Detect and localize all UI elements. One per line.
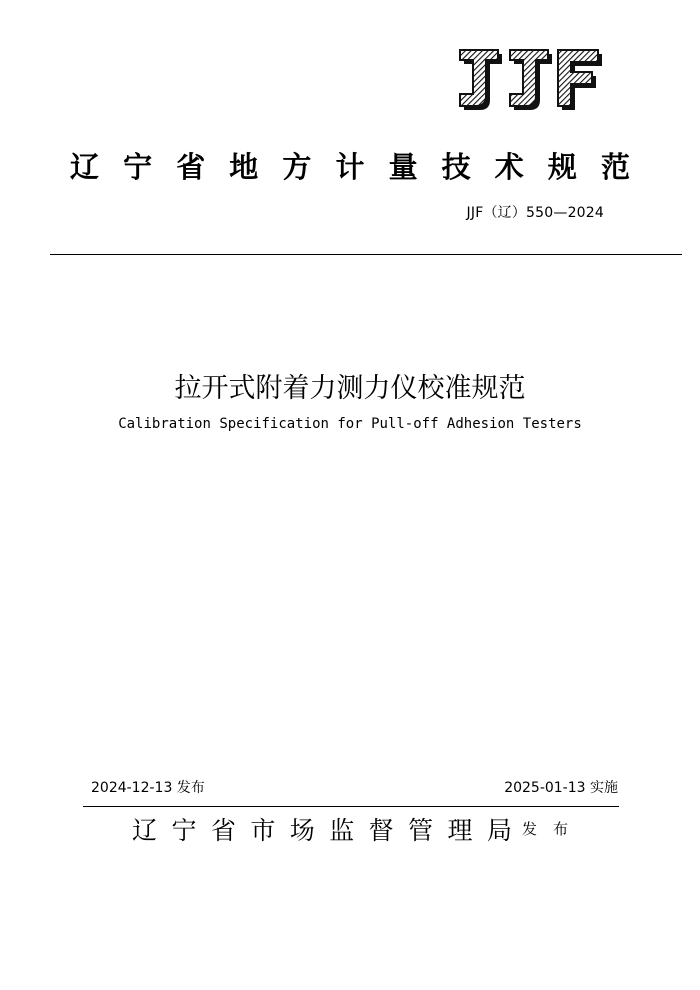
title-char: 技 (441, 149, 471, 184)
standard-number: JJF（辽）550—2024 (466, 205, 604, 221)
title-char: 宁 (123, 149, 153, 184)
document-title-zh: 拉开式附着力测力仪校准规范 (174, 373, 526, 404)
publish-label (522, 822, 568, 837)
title-char: 省 (176, 149, 206, 184)
title-char: 范 (600, 149, 630, 184)
title-char: 管 (408, 815, 434, 845)
title-char: 计 (335, 149, 365, 184)
title-char: 量 (388, 149, 418, 184)
jjf-logo (456, 48, 604, 112)
title-char: 规 (547, 149, 577, 184)
publisher-name (132, 812, 512, 848)
title-char: 局 (486, 815, 512, 845)
bottom-divider (83, 806, 619, 807)
header-title (70, 142, 630, 192)
title-char: 市 (250, 815, 276, 845)
title-char: 辽 (70, 149, 100, 184)
title-char: 术 (494, 149, 524, 184)
title-char: 监 (329, 815, 355, 845)
title-char: 发 (522, 820, 538, 838)
title-char: 宁 (171, 815, 197, 845)
title-char: 布 (552, 820, 568, 838)
issue-date: 2024-12-13 发布 (91, 780, 205, 796)
title-char: 理 (447, 815, 473, 845)
effective-date: 2025-01-13 实施 (504, 780, 618, 796)
document-title-en: Calibration Specification for Pull-off Adhesion Testers (118, 416, 582, 432)
title-char: 省 (210, 815, 236, 845)
title-char: 场 (289, 815, 315, 845)
top-divider (50, 254, 682, 255)
title-char: 辽 (132, 815, 158, 845)
title-char: 督 (368, 815, 394, 845)
title-char: 地 (229, 149, 259, 184)
title-char: 方 (282, 149, 312, 184)
